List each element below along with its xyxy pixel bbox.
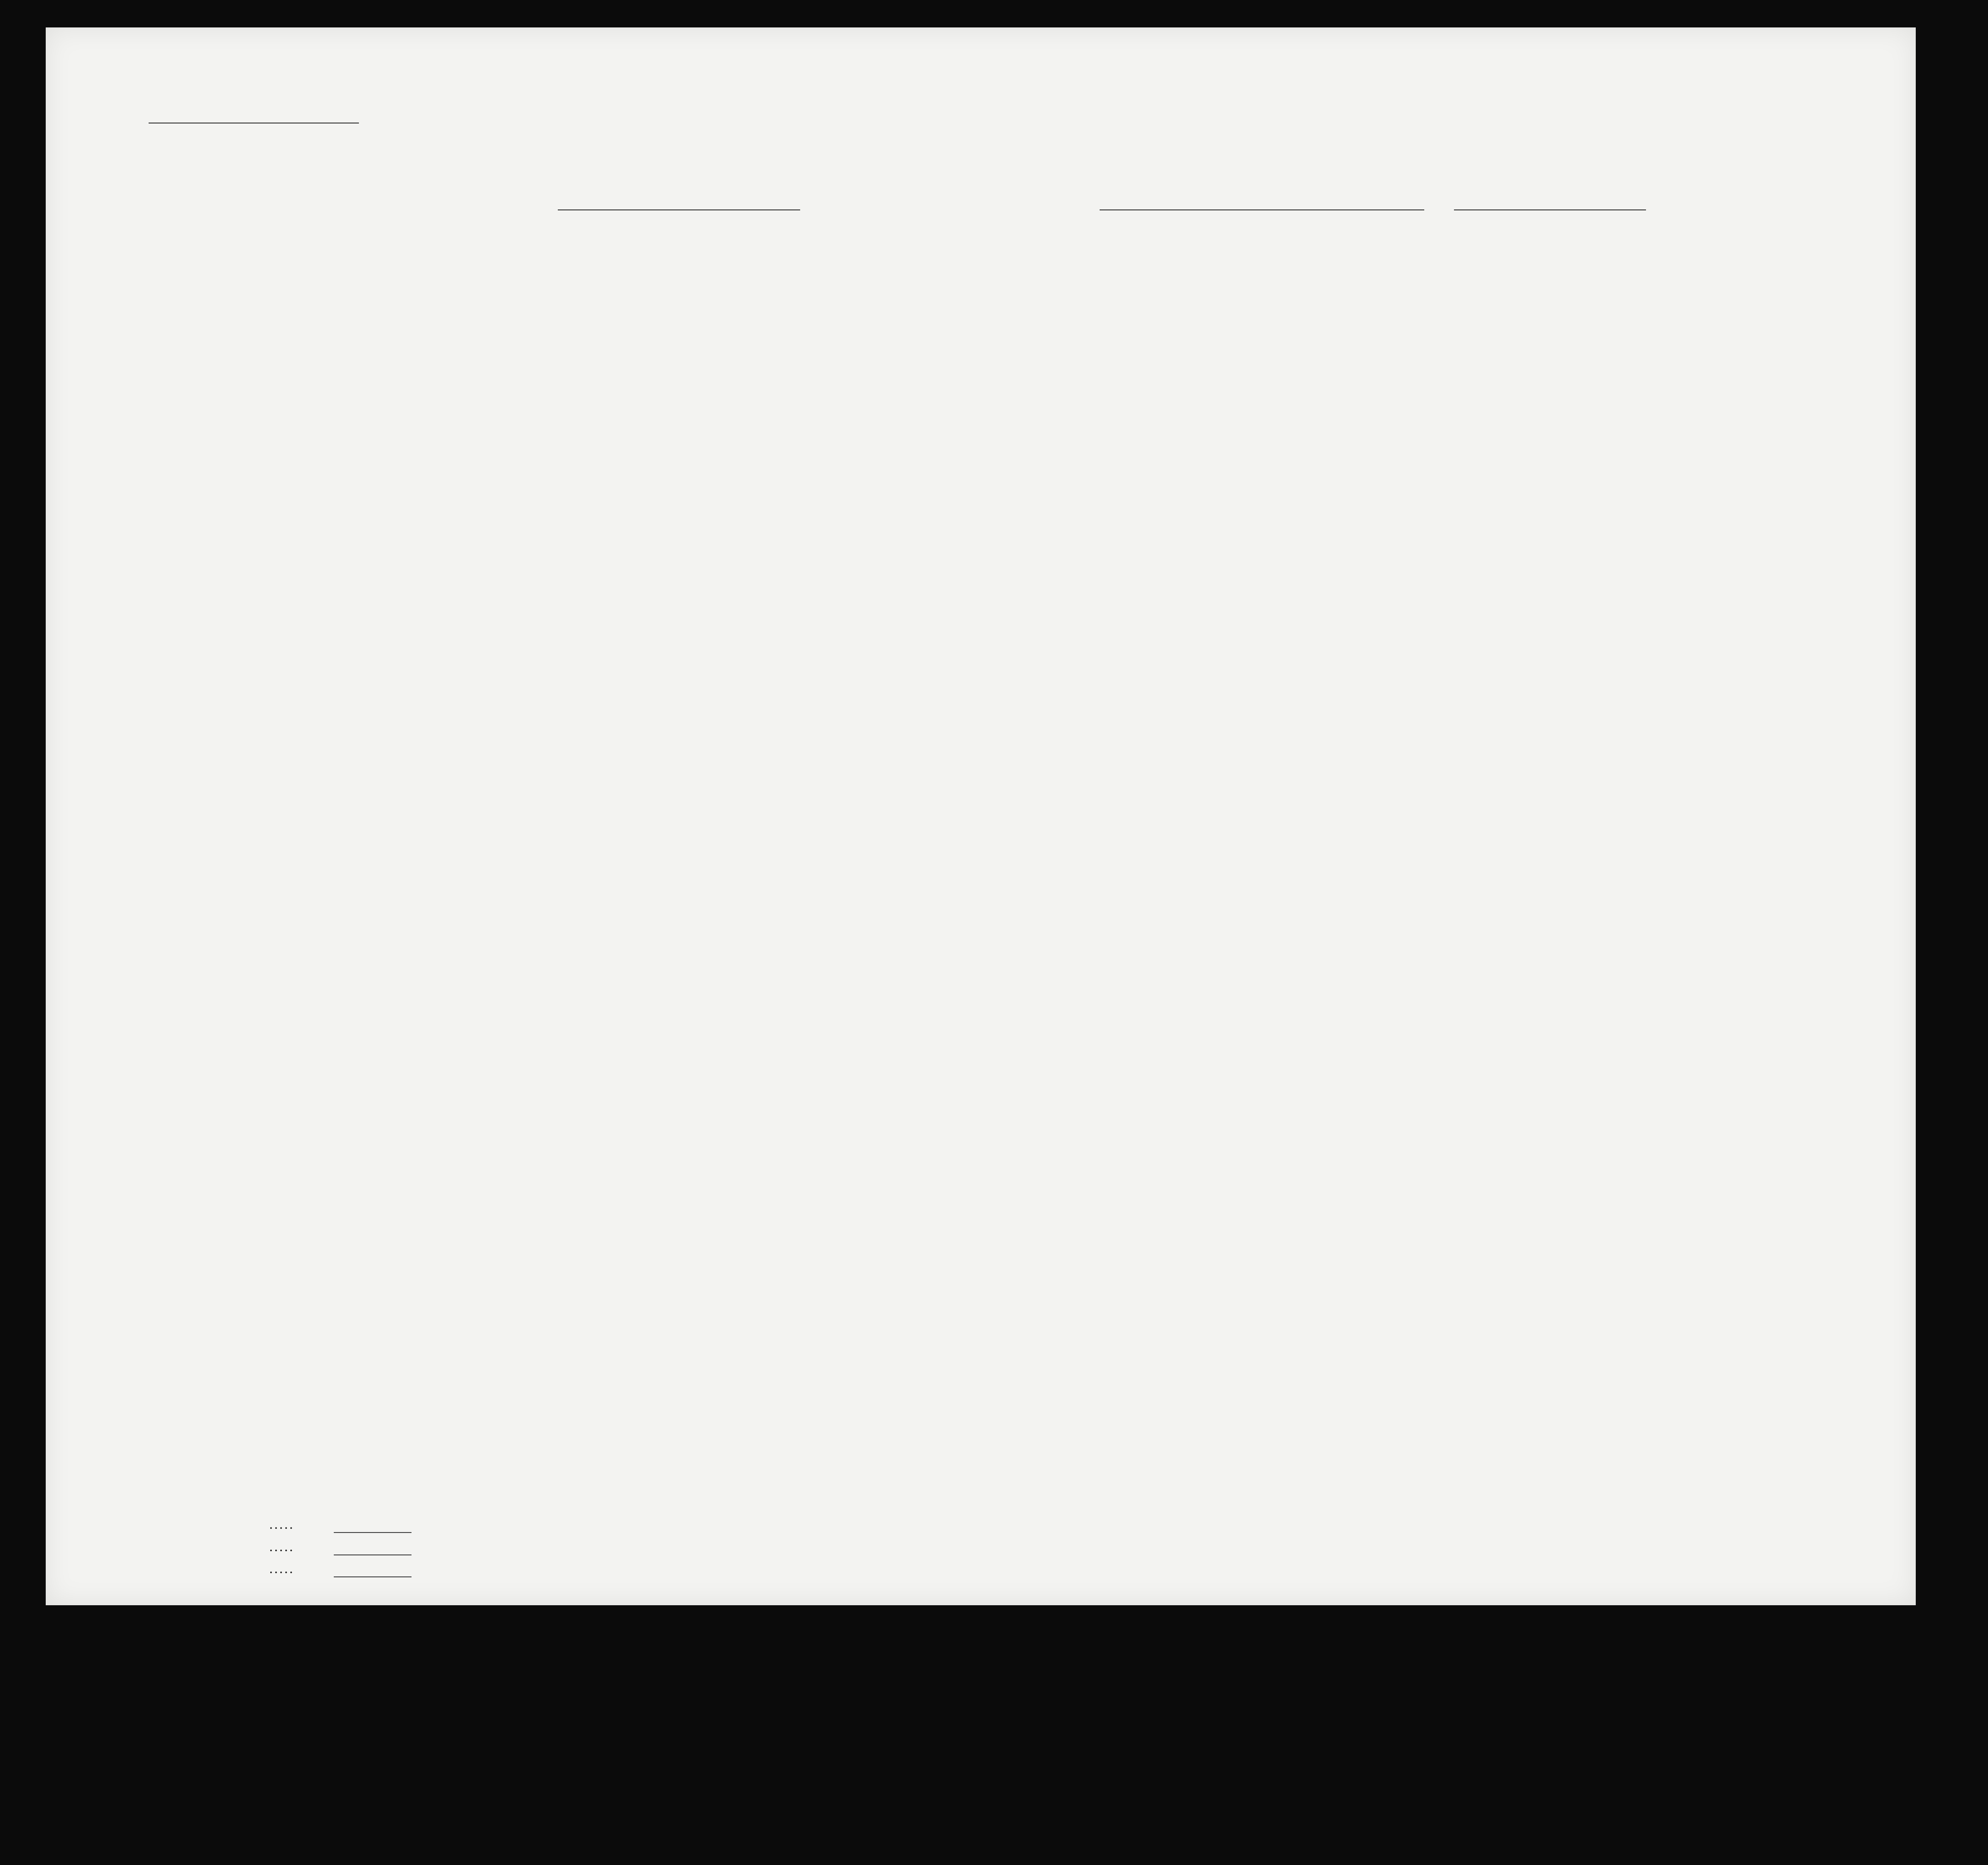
aliens-underline bbox=[334, 1576, 411, 1577]
dot-leader: . . . . . bbox=[270, 1520, 293, 1531]
total-underline bbox=[334, 1532, 411, 1533]
dot-leader: . . . . . bbox=[270, 1564, 293, 1576]
citizens-underline bbox=[334, 1554, 411, 1555]
dot-leader: . . . . . bbox=[270, 1542, 293, 1554]
